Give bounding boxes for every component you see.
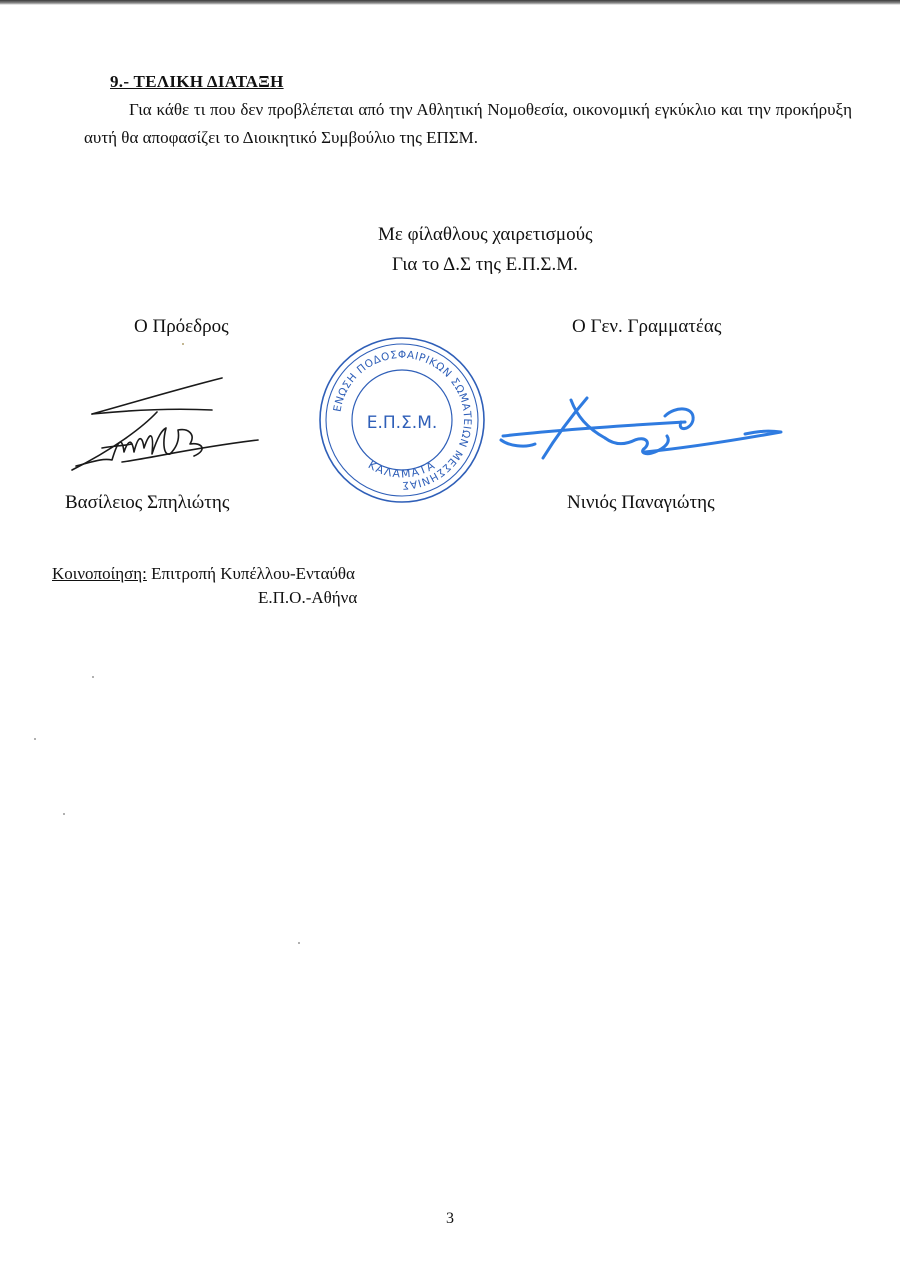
stamp-center-text: Ε.Π.Σ.Μ. [366, 413, 438, 433]
scan-speck [182, 343, 184, 345]
distribution-label: Κοινοποίηση: [52, 564, 147, 583]
scan-speck [34, 738, 36, 740]
official-stamp [316, 334, 488, 506]
secretary-role: Ο Γεν. Γραμματέας [572, 316, 722, 337]
secretary-name: Νινιός Παναγιώτης [567, 492, 715, 513]
distribution-line-1 [52, 562, 357, 586]
scan-speck [63, 813, 65, 815]
scan-edge [0, 0, 900, 5]
stamp-bottom-text: ΚΑΛΑΜΑΤΑ [365, 458, 439, 481]
distribution-recipient-2: Ε.Π.Ο.-Αθήνα [258, 588, 358, 607]
stamp-ring-text: ΕΝΩΣΗ ΠΟΔΟΣΦΑΙΡΙΚΩΝ ΣΩΜΑΤΕΙΩΝ ΜΕΣΣΗΝΙΑΣ [331, 348, 474, 492]
president-role: Ο Πρόεδρος [134, 316, 229, 337]
section-title: 9.- ΤΕΛΙΚΗ ΔΙΑΤΑΞΗ [110, 72, 284, 91]
president-name: Βασίλειος Σπηλιώτης [65, 492, 230, 513]
secretary-signature [495, 392, 785, 472]
distribution-recipient-1: Επιτροπή Κυπέλλου-Ενταύθα [146, 564, 355, 583]
scan-speck [92, 676, 94, 678]
scan-speck [298, 942, 300, 944]
closing-greeting: Με φίλαθλους χαιρετισμούς [378, 224, 593, 245]
section-body: Για κάθε τι που δεν προβλέπεται από την Αθλητική Νομοθεσία, οικονομική εγκύκλιο και την προκήρυξη αυτή θα αποφασίζει το Διοικητικό Συμβούλιο της ΕΠΣΜ. [84, 100, 852, 147]
page-number: 3 [446, 1210, 454, 1227]
closing-board: Για το Δ.Σ της Ε.Π.Σ.Μ. [392, 254, 578, 275]
distribution-block [52, 562, 357, 610]
president-signature [62, 370, 262, 480]
